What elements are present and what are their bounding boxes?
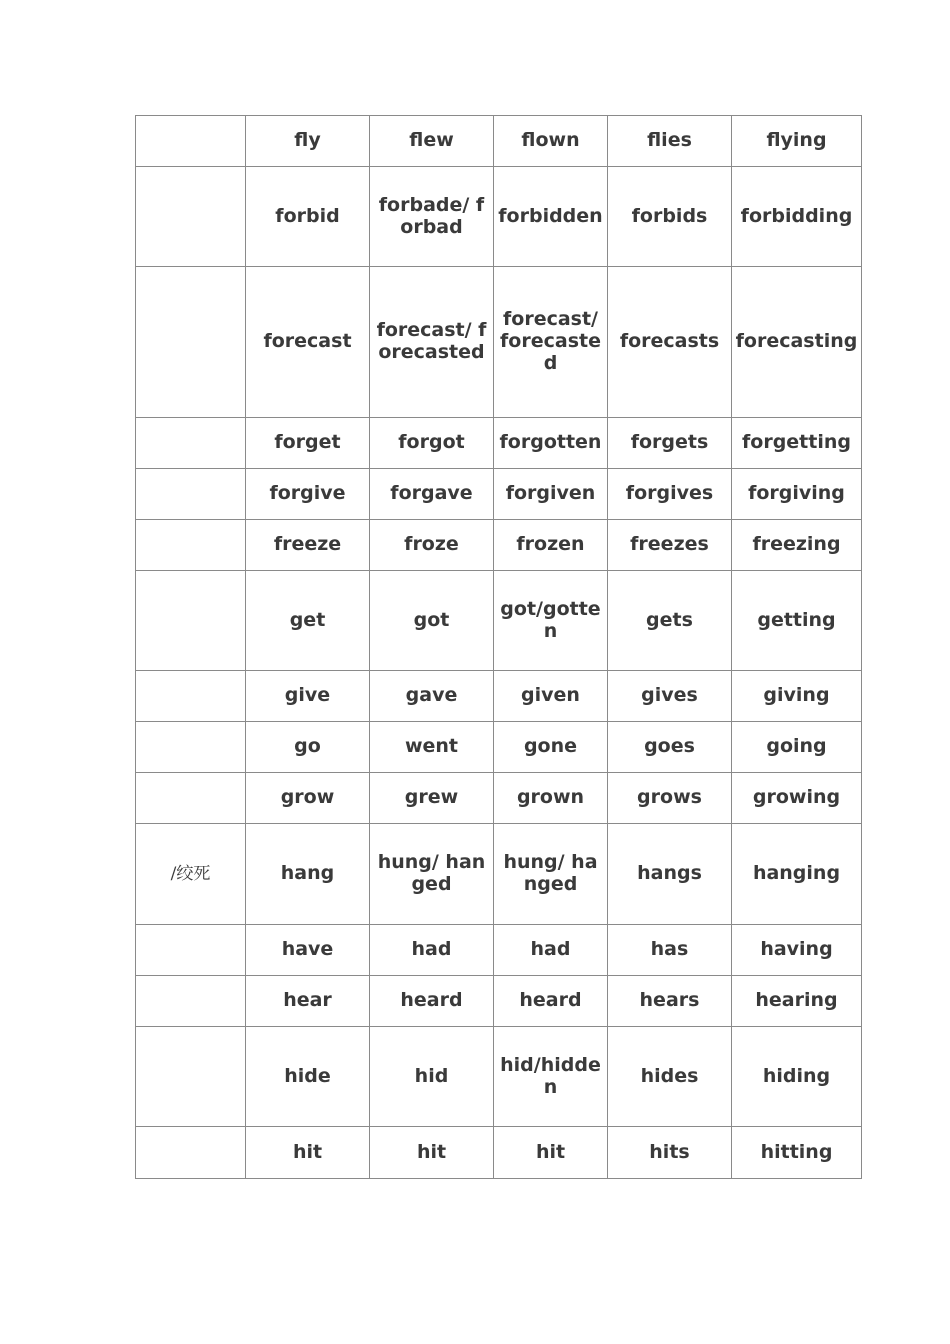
table-row: [136, 116, 862, 167]
past-participle-cell: forbidden: [494, 167, 608, 267]
base-form-cell: forecast: [246, 267, 370, 418]
base-form-cell: grow: [246, 773, 370, 824]
third-person-cell: grows: [608, 773, 732, 824]
table-row: [136, 722, 862, 773]
meaning-cell: [136, 1027, 246, 1127]
table-row: [136, 1127, 862, 1179]
table-row: [136, 1027, 862, 1127]
base-form-cell: have: [246, 925, 370, 976]
meaning-cell: [136, 116, 246, 167]
past-participle-cell: grown: [494, 773, 608, 824]
third-person-cell: forecasts: [608, 267, 732, 418]
table-row: [136, 167, 862, 267]
base-form-cell: forbid: [246, 167, 370, 267]
base-form-cell: hit: [246, 1127, 370, 1179]
present-participle-cell: forgetting: [732, 418, 862, 469]
table-row: [136, 773, 862, 824]
past-form-cell: forgave: [370, 469, 494, 520]
past-form-cell: heard: [370, 976, 494, 1027]
table-row: [136, 571, 862, 671]
third-person-cell: flies: [608, 116, 732, 167]
present-participle-cell: forecasting: [732, 267, 862, 418]
present-participle-cell: hanging: [732, 824, 862, 925]
present-participle-cell: flying: [732, 116, 862, 167]
past-participle-cell: hid/hidden: [494, 1027, 608, 1127]
third-person-cell: hangs: [608, 824, 732, 925]
past-participle-cell: had: [494, 925, 608, 976]
base-form-cell: freeze: [246, 520, 370, 571]
past-participle-cell: forgiven: [494, 469, 608, 520]
base-form-cell: hang: [246, 824, 370, 925]
base-form-cell: hide: [246, 1027, 370, 1127]
meaning-cell: [136, 925, 246, 976]
past-form-cell: got: [370, 571, 494, 671]
past-form-cell: gave: [370, 671, 494, 722]
base-form-cell: forget: [246, 418, 370, 469]
past-form-cell: went: [370, 722, 494, 773]
table-row: [136, 671, 862, 722]
past-form-cell: hit: [370, 1127, 494, 1179]
past-form-cell: forecast/ forecasted: [370, 267, 494, 418]
past-participle-cell: hit: [494, 1127, 608, 1179]
meaning-cell: [136, 671, 246, 722]
third-person-cell: forgives: [608, 469, 732, 520]
present-participle-cell: freezing: [732, 520, 862, 571]
present-participle-cell: hiding: [732, 1027, 862, 1127]
third-person-cell: gets: [608, 571, 732, 671]
present-participle-cell: having: [732, 925, 862, 976]
third-person-cell: freezes: [608, 520, 732, 571]
past-form-cell: forgot: [370, 418, 494, 469]
past-form-cell: grew: [370, 773, 494, 824]
third-person-cell: has: [608, 925, 732, 976]
verb-forms-table: [135, 115, 862, 1179]
base-form-cell: fly: [246, 116, 370, 167]
present-participle-cell: hearing: [732, 976, 862, 1027]
meaning-cell: [136, 824, 246, 925]
past-participle-cell: hung/ hanged: [494, 824, 608, 925]
third-person-cell: hides: [608, 1027, 732, 1127]
third-person-cell: forbids: [608, 167, 732, 267]
verb-table-body: [136, 116, 862, 1179]
present-participle-cell: forbidding: [732, 167, 862, 267]
past-form-cell: flew: [370, 116, 494, 167]
past-form-cell: hung/ hanged: [370, 824, 494, 925]
past-participle-cell: gone: [494, 722, 608, 773]
past-form-cell: hid: [370, 1027, 494, 1127]
table-row: [136, 925, 862, 976]
past-participle-cell: given: [494, 671, 608, 722]
table-row: [136, 418, 862, 469]
present-participle-cell: getting: [732, 571, 862, 671]
past-form-cell: froze: [370, 520, 494, 571]
meaning-cell: [136, 267, 246, 418]
third-person-cell: goes: [608, 722, 732, 773]
past-participle-cell: heard: [494, 976, 608, 1027]
meaning-cell: [136, 520, 246, 571]
table-row: [136, 976, 862, 1027]
third-person-cell: forgets: [608, 418, 732, 469]
third-person-cell: gives: [608, 671, 732, 722]
past-participle-cell: flown: [494, 116, 608, 167]
present-participle-cell: hitting: [732, 1127, 862, 1179]
table-row: [136, 267, 862, 418]
past-form-cell: forbade/ forbad: [370, 167, 494, 267]
meaning-cell: [136, 1127, 246, 1179]
present-participle-cell: forgiving: [732, 469, 862, 520]
meaning-text: /绞死: [170, 864, 211, 885]
base-form-cell: go: [246, 722, 370, 773]
meaning-cell: [136, 469, 246, 520]
base-form-cell: get: [246, 571, 370, 671]
past-participle-cell: got/gotten: [494, 571, 608, 671]
past-participle-cell: forgotten: [494, 418, 608, 469]
meaning-cell: [136, 722, 246, 773]
meaning-cell: [136, 167, 246, 267]
present-participle-cell: going: [732, 722, 862, 773]
table-row: [136, 520, 862, 571]
meaning-cell: [136, 773, 246, 824]
base-form-cell: give: [246, 671, 370, 722]
meaning-cell: [136, 976, 246, 1027]
past-form-cell: had: [370, 925, 494, 976]
third-person-cell: hears: [608, 976, 732, 1027]
third-person-cell: hits: [608, 1127, 732, 1179]
meaning-cell: [136, 418, 246, 469]
past-participle-cell: forecast/ forecasted: [494, 267, 608, 418]
base-form-cell: forgive: [246, 469, 370, 520]
meaning-cell: [136, 571, 246, 671]
table-row: [136, 824, 862, 925]
present-participle-cell: growing: [732, 773, 862, 824]
present-participle-cell: giving: [732, 671, 862, 722]
base-form-cell: hear: [246, 976, 370, 1027]
table-row: [136, 469, 862, 520]
past-participle-cell: frozen: [494, 520, 608, 571]
